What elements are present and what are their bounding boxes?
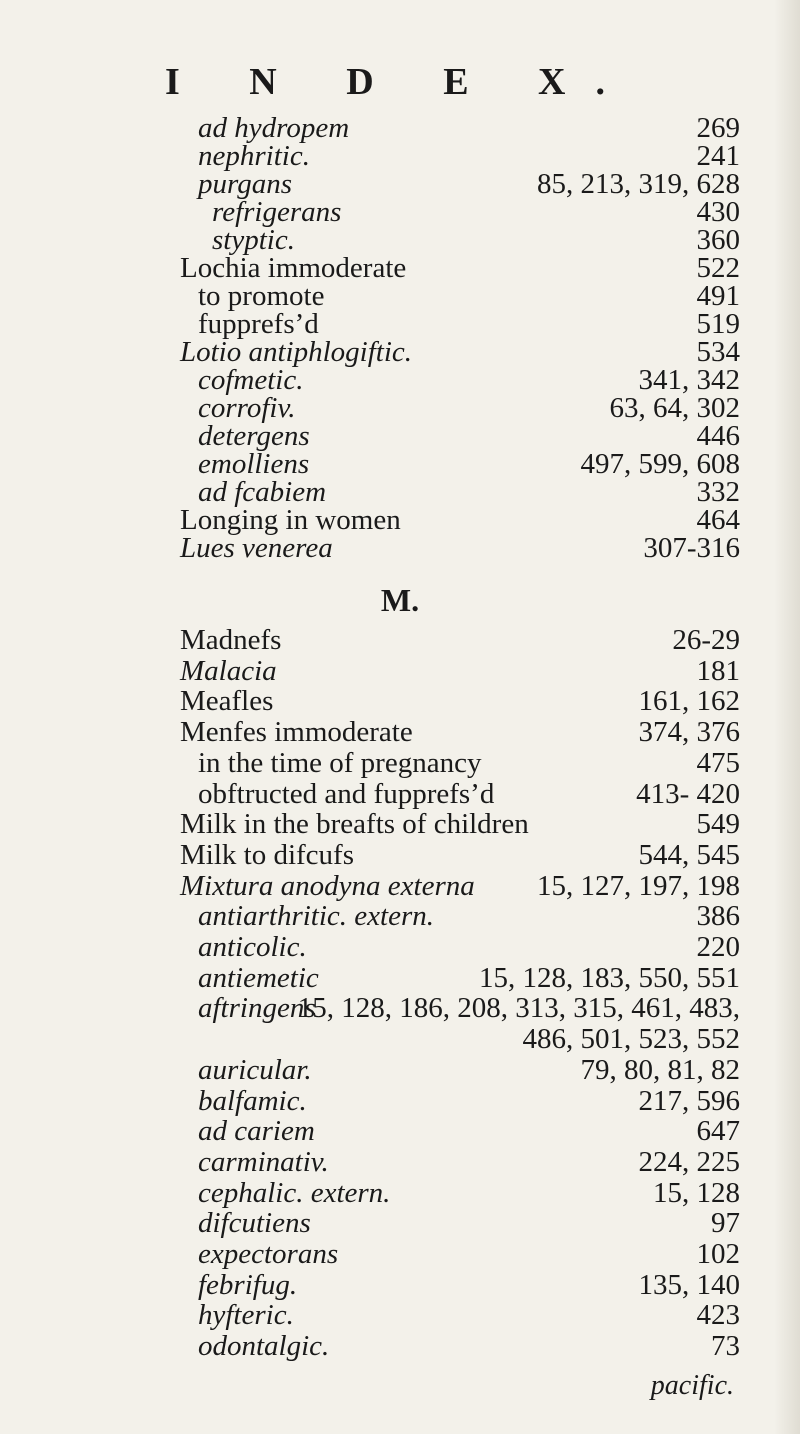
index-term: fupprefs’d xyxy=(198,308,319,340)
page-references: 307-316 xyxy=(643,532,740,564)
index-term: odontalgic. xyxy=(198,1330,330,1363)
page-references: 15, 128 xyxy=(653,1176,740,1209)
page-references: 26-29 xyxy=(672,624,740,656)
index-term: Mixtura anodyna externa xyxy=(180,869,475,902)
page-header: I N D E X. xyxy=(165,61,635,103)
index-entry xyxy=(0,532,800,568)
page-references: 224, 225 xyxy=(638,1145,740,1178)
index-term: febrifug. xyxy=(198,1268,298,1301)
page-references: 63, 64, 302 xyxy=(609,392,740,424)
page-references: 491 xyxy=(696,280,740,312)
page-references: 430 xyxy=(696,196,740,228)
index-term: Malacia xyxy=(180,654,277,687)
index-term: anticolic. xyxy=(198,931,307,963)
page-references: 161, 162 xyxy=(638,685,740,718)
index-term: Lotio antiphlogiftic. xyxy=(180,336,413,368)
index-term: cofmetic. xyxy=(198,364,304,396)
index-term: auricular. xyxy=(198,1053,312,1086)
page-references: 269 xyxy=(696,112,740,144)
page-references: 497, 599, 608 xyxy=(580,448,740,480)
index-term: Meafles xyxy=(180,685,274,718)
index-term: ad cariem xyxy=(198,1115,315,1148)
index-term: difcutiens xyxy=(198,1207,311,1240)
index-term: antiarthritic. extern. xyxy=(198,900,434,933)
index-term: Menfes immoderate xyxy=(180,716,413,749)
page-references: 647 xyxy=(696,1115,740,1148)
page-references: 332 xyxy=(696,476,740,508)
page-references: 15, 128, 183, 550, 551 xyxy=(479,961,740,994)
page-references: 544, 545 xyxy=(638,838,740,871)
page-references: 79, 80, 81, 82 xyxy=(580,1053,740,1086)
page-references: 519 xyxy=(696,308,740,340)
index-term: obftructed and fupprefs’d xyxy=(198,777,495,810)
index-term: Milk to difcufs xyxy=(180,838,354,871)
index-term: in the time of pregnancy xyxy=(198,746,482,779)
page-references: 241 xyxy=(696,140,740,172)
page-references: 374, 376 xyxy=(638,716,740,749)
index-term: emolliens xyxy=(198,448,310,480)
index-term: carminativ. xyxy=(198,1145,329,1178)
page-references: 413- 420 xyxy=(636,777,740,810)
index-term: Lues venerea xyxy=(180,532,333,564)
index-term: aftringens xyxy=(198,992,316,1025)
page-references: 15, 127, 197, 198 xyxy=(537,869,740,902)
index-term: to promote xyxy=(198,280,325,312)
index-entry xyxy=(0,1330,800,1366)
page-references: 217, 596 xyxy=(638,1084,740,1117)
index-term: ad fcabiem xyxy=(198,476,327,508)
page-references: 181 xyxy=(696,654,740,687)
page-references: 97 xyxy=(711,1207,740,1240)
index-term: balfamic. xyxy=(198,1084,307,1117)
index-term: Milk in the breafts of children xyxy=(180,808,529,841)
page-references: 386 xyxy=(696,900,740,933)
index-term: corrofiv. xyxy=(198,392,296,424)
index-term: antiemetic xyxy=(198,961,319,994)
page-references: 423 xyxy=(696,1299,740,1332)
page-references: 464 xyxy=(696,504,740,536)
page-references: 73 xyxy=(711,1330,740,1363)
page-references: 522 xyxy=(696,252,740,284)
page-references: 486, 501, 523, 552 xyxy=(522,1023,740,1056)
page-references: 85, 213, 319, 628 xyxy=(537,168,740,200)
index-term: styptic. xyxy=(212,224,295,256)
page-references: 534 xyxy=(696,336,740,368)
index-term: Madnefs xyxy=(180,624,282,656)
index-term: ad hydropem xyxy=(198,112,350,144)
index-term: nephritic. xyxy=(198,140,310,172)
index-term: Longing in women xyxy=(180,504,401,536)
page-references: 15, 128, 186, 208, 313, 315, 461, 483, xyxy=(297,992,740,1025)
index-term: purgans xyxy=(198,168,292,200)
index-term: detergens xyxy=(198,420,310,452)
index-term: expectorans xyxy=(198,1238,339,1270)
page-references: 549 xyxy=(696,808,740,841)
page-references: 475 xyxy=(696,746,740,779)
index-term: hyfteric. xyxy=(198,1299,294,1332)
index-term: refrigerans xyxy=(212,196,342,228)
index-term: cephalic. extern. xyxy=(198,1176,391,1209)
page-references: 102 xyxy=(696,1238,740,1270)
page-references: 220 xyxy=(696,931,740,963)
page-references: 360 xyxy=(696,224,740,256)
page-references: 446 xyxy=(696,420,740,452)
page-references: 341, 342 xyxy=(638,364,740,396)
index-term: Lochia immoderate xyxy=(180,252,407,284)
catchword: pacific. xyxy=(650,1370,734,1401)
section-letter-m: M. xyxy=(380,582,420,618)
page-references: 135, 140 xyxy=(638,1268,740,1301)
